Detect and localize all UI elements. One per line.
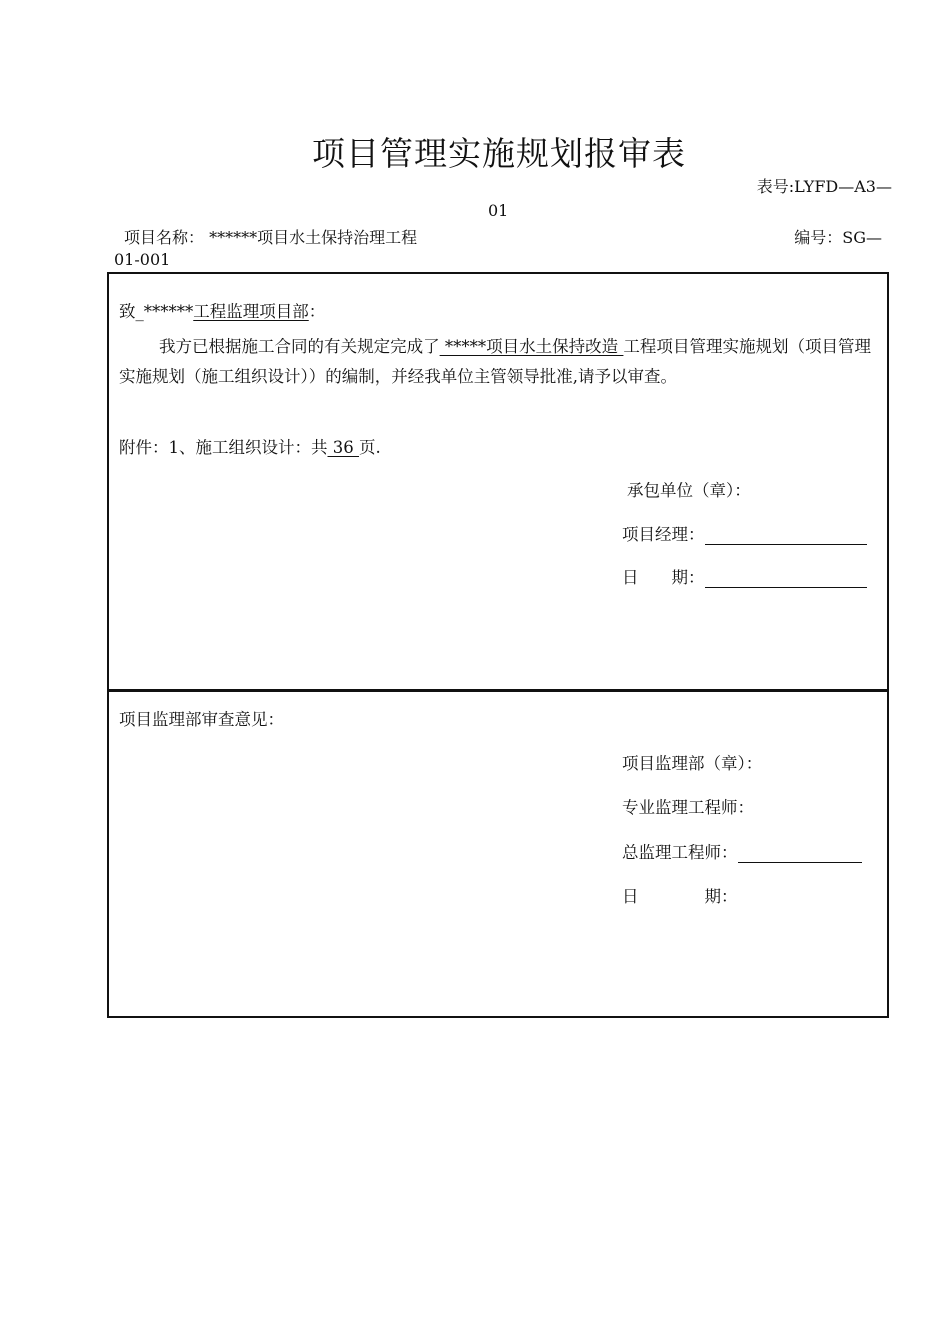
chief-engineer-label: 总监理工程师： bbox=[622, 843, 738, 862]
addressee-line bbox=[119, 298, 325, 322]
chief-engineer-signature-line[interactable] bbox=[738, 844, 862, 863]
attachment-line bbox=[119, 434, 381, 458]
attachment-label: 附件：1、施工组织设计：共 bbox=[119, 438, 328, 457]
contractor-date-line[interactable] bbox=[705, 569, 867, 588]
project-manager-signature-line[interactable] bbox=[705, 526, 867, 545]
paragraph-part-a: 我方已根据施工合同的有关规定完成了 bbox=[159, 337, 440, 356]
project-name-label: 项目名称： bbox=[124, 228, 205, 247]
submission-paragraph bbox=[119, 332, 871, 392]
contractor-date-row bbox=[622, 564, 867, 588]
project-manager-label: 项目经理： bbox=[622, 525, 705, 544]
addressee-colon: ： bbox=[308, 302, 326, 321]
attachment-page-count: 36 bbox=[327, 438, 359, 457]
paragraph-part-b: 工程项目管理实施规划（项目管理实施规划（施工组织设计））的编制，并经我单位主管领导批准,请予以审查。 bbox=[119, 337, 872, 386]
form-number: 表号:LYFD—A3— bbox=[756, 177, 892, 196]
form-number-continued: 01 bbox=[488, 201, 509, 220]
addressee-dept: 工程监理项目部 bbox=[193, 302, 309, 321]
review-section bbox=[107, 689, 889, 1018]
project-manager-row bbox=[622, 521, 867, 545]
serial-number-continued: 01-001 bbox=[114, 250, 171, 269]
page-title: 项目管理实施规划报审表 bbox=[312, 134, 686, 173]
contractor-stamp-label: 承包单位（章）： bbox=[627, 481, 751, 500]
addressee-stars: ****** bbox=[143, 302, 194, 321]
contractor-date-label: 日 期： bbox=[622, 568, 705, 587]
review-opinion-label: 项目监理部审查意见： bbox=[119, 710, 284, 729]
project-name-line bbox=[124, 225, 417, 248]
serial-number: 编号：SG— bbox=[794, 228, 882, 247]
paragraph-project-name: *****项目水土保持改造 bbox=[439, 337, 624, 356]
supervision-stamp-label: 项目监理部（章）： bbox=[622, 754, 763, 773]
attachment-suffix: 页. bbox=[359, 438, 381, 457]
review-date-label: 日 期： bbox=[622, 887, 738, 906]
chief-engineer-row bbox=[622, 839, 862, 863]
addressee-prefix: 致_ bbox=[119, 302, 144, 321]
project-name-value: ******项目水土保持治理工程 bbox=[209, 228, 418, 247]
specialist-engineer-label: 专业监理工程师： bbox=[622, 798, 754, 817]
submission-section bbox=[107, 272, 889, 692]
